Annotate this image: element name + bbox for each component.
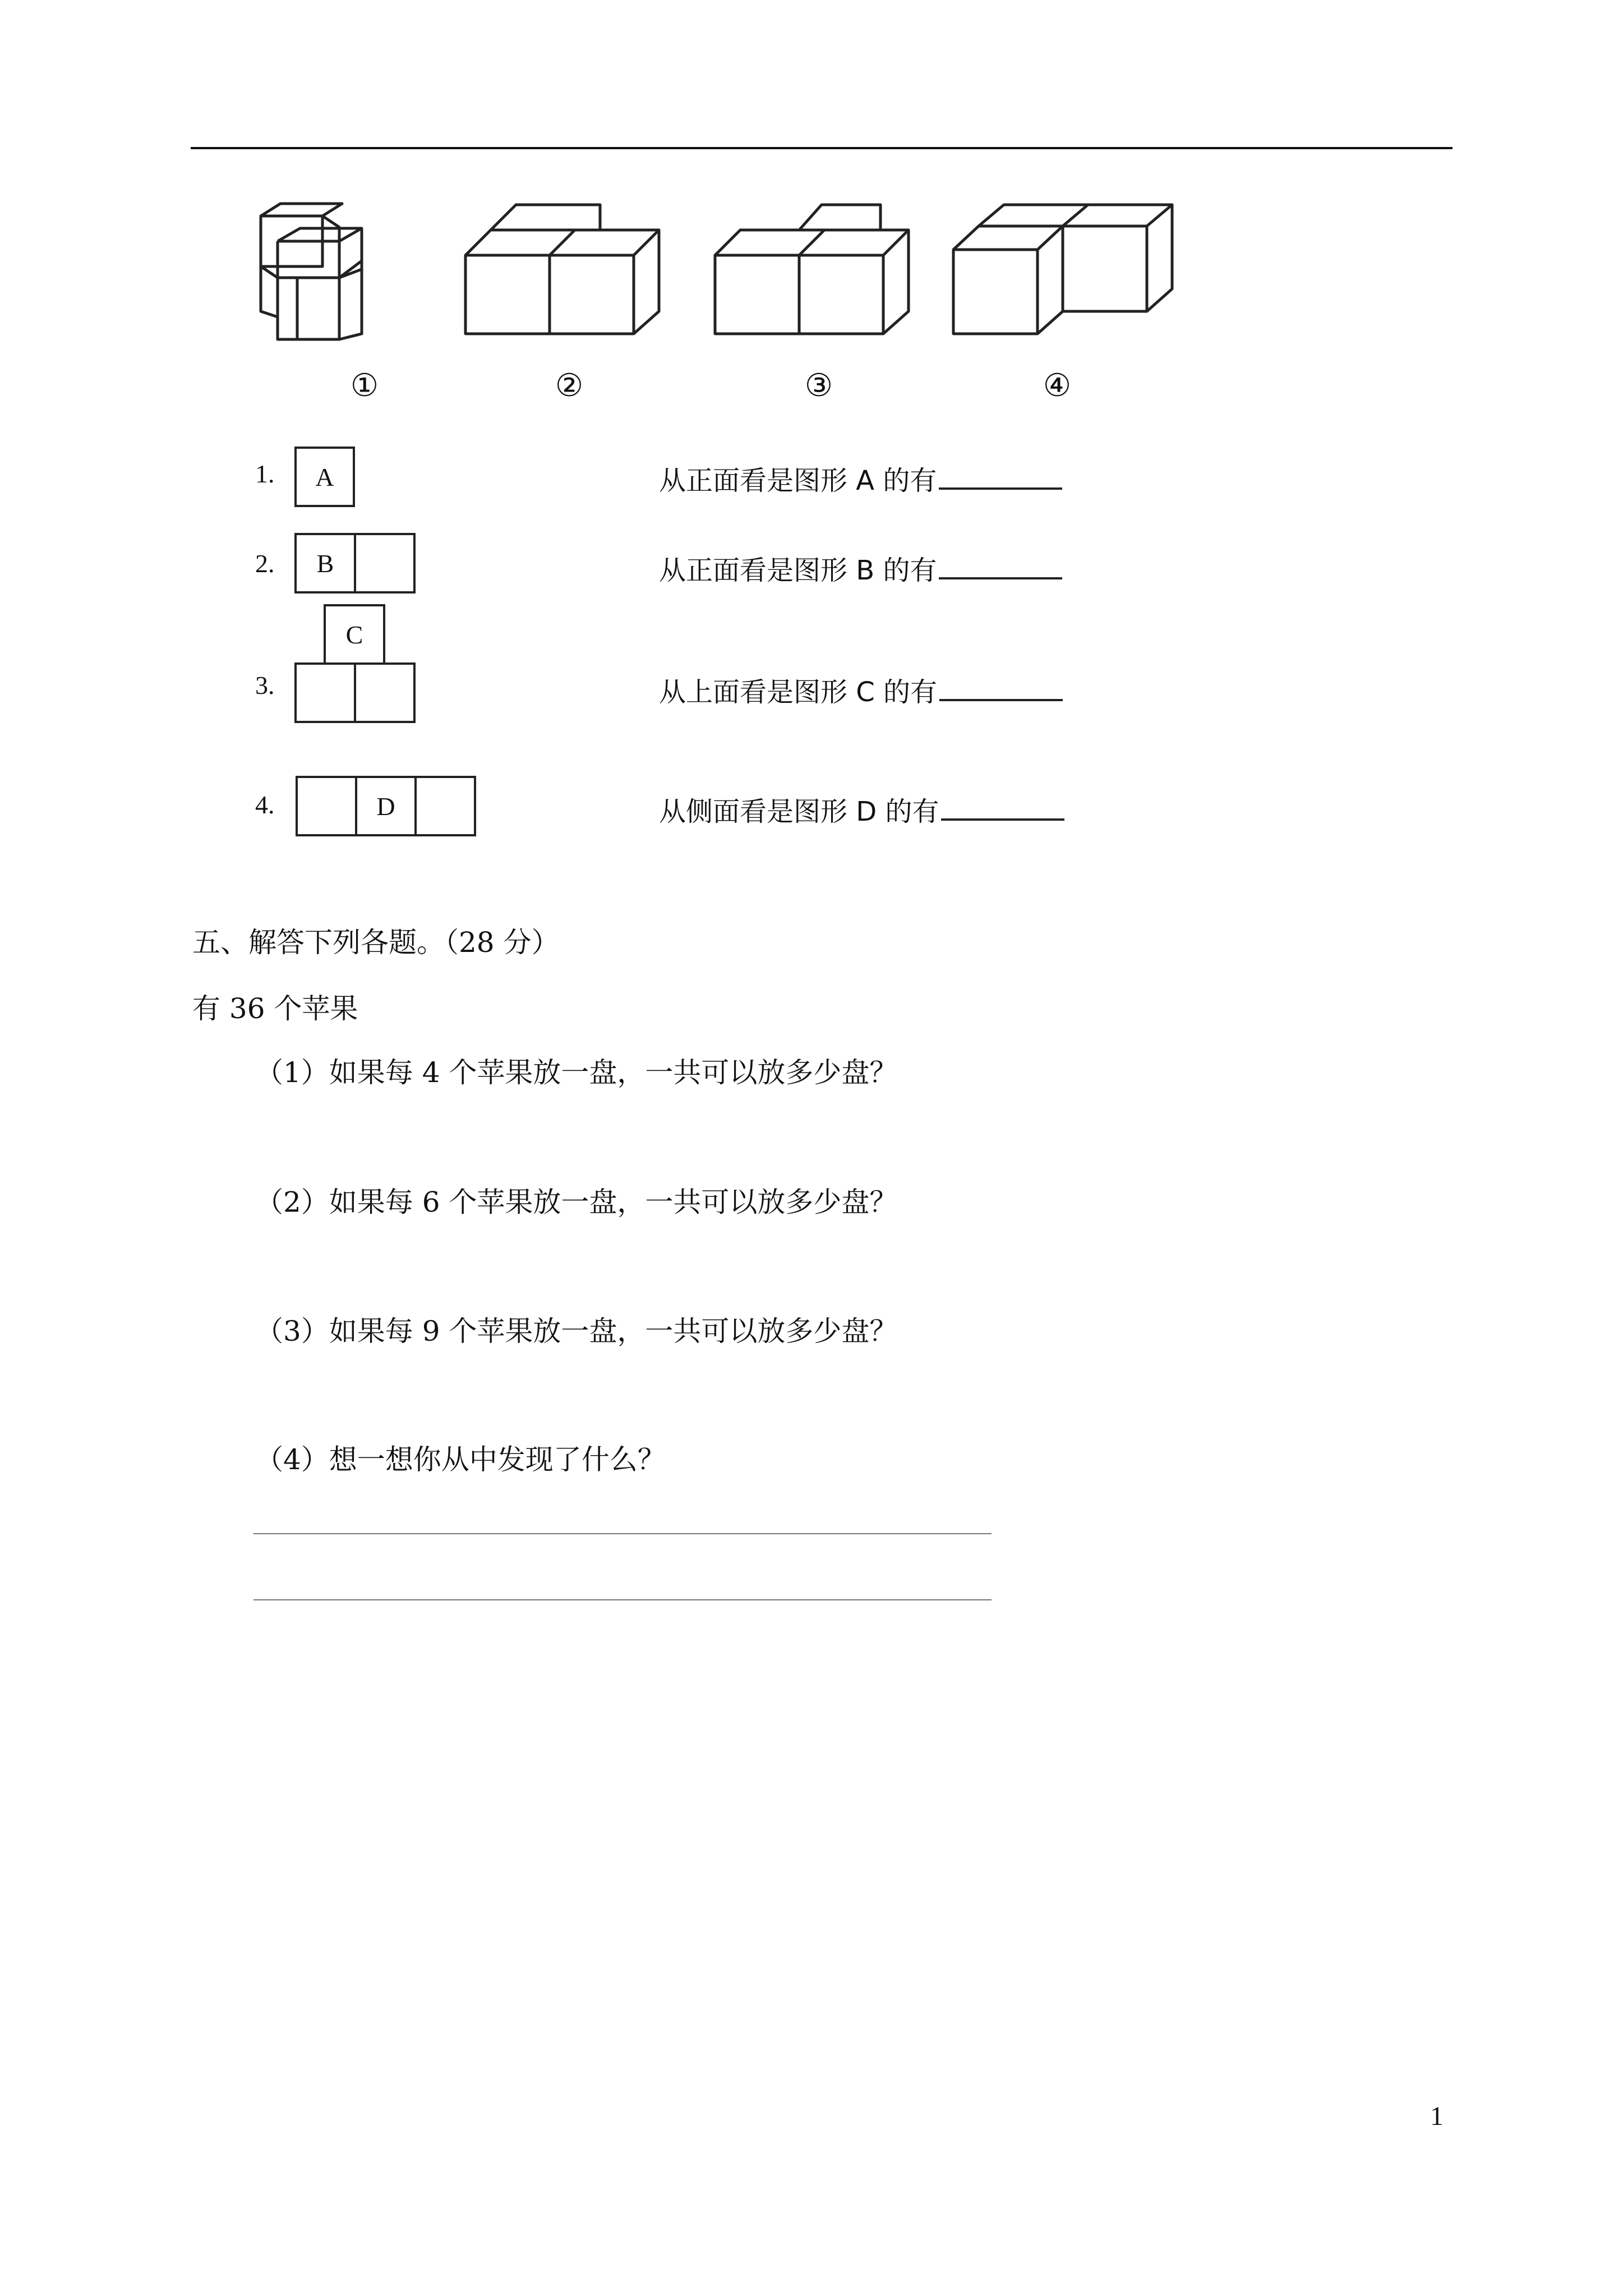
shape-cell-blank bbox=[296, 776, 357, 836]
shape-cell-c: C bbox=[324, 604, 385, 665]
cube-figure-2 bbox=[465, 205, 659, 334]
cube-figures bbox=[255, 199, 1220, 404]
shape-cell-blank bbox=[354, 533, 416, 593]
figure-label-3: ③ bbox=[804, 367, 833, 404]
shape-cell-blank bbox=[414, 776, 476, 836]
matching-prompt-4: 从侧面看是图形 D 的有 bbox=[659, 790, 1064, 829]
cube-figure-1 bbox=[261, 204, 362, 339]
question-4: （4）想一想你从中发现了什么？ bbox=[255, 1443, 666, 1476]
section-heading: 五、解答下列各题。（28 分） bbox=[192, 926, 560, 959]
figure-label-2: ② bbox=[555, 367, 584, 404]
shape-cell-d: D bbox=[355, 776, 417, 836]
cube-figures-drawing bbox=[255, 199, 1220, 367]
answer-blank-2[interactable] bbox=[939, 572, 1062, 579]
figure-label-4: ④ bbox=[1043, 367, 1072, 404]
matching-prompt-1: 从正面看是图形 A 的有 bbox=[659, 459, 1062, 498]
item-number: 4. bbox=[255, 790, 275, 819]
answer-blank-4[interactable] bbox=[941, 813, 1064, 821]
answer-line-1[interactable] bbox=[253, 1533, 992, 1534]
answer-line-2[interactable] bbox=[253, 1599, 992, 1600]
answer-blank-3[interactable] bbox=[939, 693, 1063, 701]
item-number: 3. bbox=[255, 671, 275, 700]
shape-cell-blank bbox=[354, 662, 416, 723]
page-number: 1 bbox=[1430, 2101, 1444, 2131]
cube-figure-3 bbox=[715, 205, 909, 334]
item-number: 2. bbox=[255, 549, 275, 578]
shape-cell-blank bbox=[294, 662, 356, 723]
problem-intro: 有 36 个苹果 bbox=[192, 992, 358, 1025]
question-2: （2）如果每 6 个苹果放一盘，一共可以放多少盘？ bbox=[255, 1186, 898, 1218]
shape-cell-b: B bbox=[294, 533, 356, 593]
question-3: （3）如果每 9 个苹果放一盘，一共可以放多少盘？ bbox=[255, 1315, 898, 1347]
matching-prompt-2: 从正面看是图形 B 的有 bbox=[659, 549, 1062, 587]
header-rule bbox=[191, 147, 1453, 149]
cube-figure-4 bbox=[953, 205, 1172, 334]
shape-cell-a: A bbox=[294, 447, 355, 507]
matching-prompt-3: 从上面看是图形 C 的有 bbox=[659, 670, 1063, 709]
answer-blank-1[interactable] bbox=[939, 482, 1062, 490]
figure-label-1: ① bbox=[350, 367, 379, 404]
item-number: 1. bbox=[255, 459, 275, 488]
question-1: （1）如果每 4 个苹果放一盘，一共可以放多少盘？ bbox=[255, 1056, 898, 1089]
